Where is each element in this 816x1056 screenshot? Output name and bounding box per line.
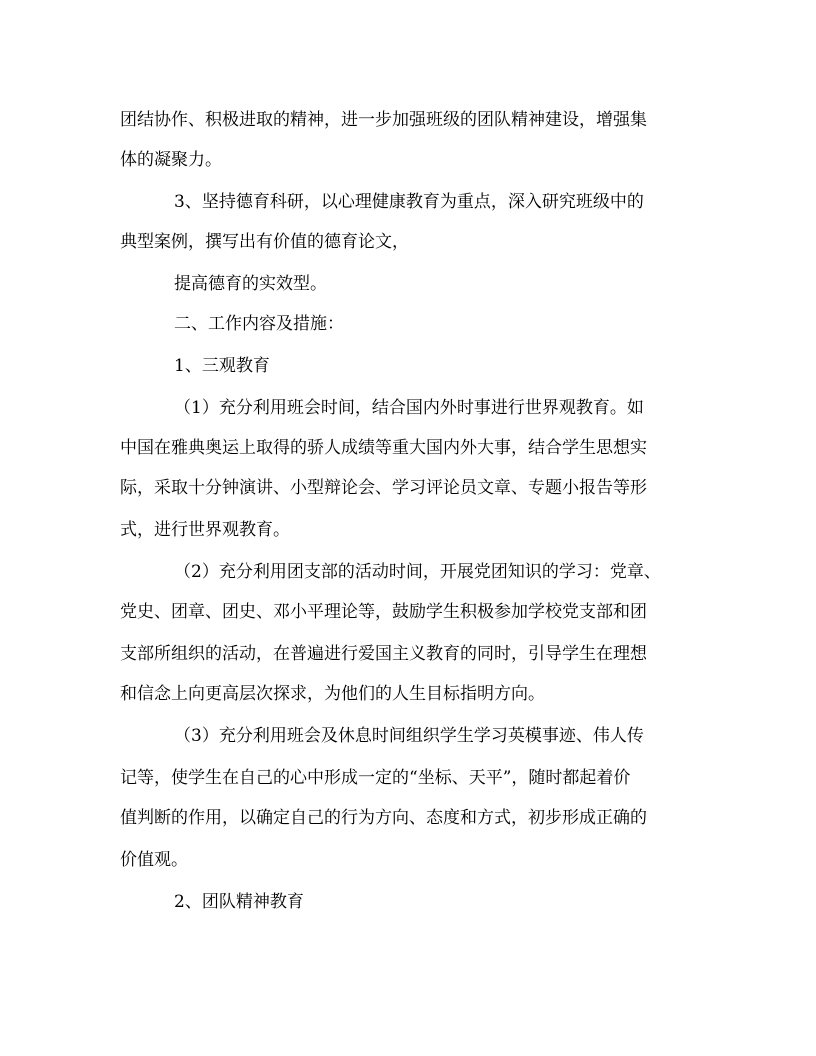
- paragraph-line: 际，采取十分钟演讲、小型辩论会、学习评论员文章、专题小报告等形: [120, 478, 647, 498]
- paragraph-line: 值判断的作用，以确定自己的行为方向、态度和方式，初步形成正确的: [120, 808, 647, 828]
- paragraph-line: 支部所组织的活动，在普遍进行爱国主义教育的同时，引导学生在理想: [120, 644, 647, 664]
- paragraph-line: 中国在雅典奥运上取得的骄人成绩等重大国内外大事，结合学生思想实: [120, 438, 647, 458]
- paragraph-line: 体的凝聚力。: [120, 150, 222, 170]
- subsection-heading: 2、团队精神教育: [174, 892, 304, 912]
- paragraph-line: 团结协作、积极进取的精神，进一步加强班级的团队精神建设，增强集: [120, 110, 647, 130]
- paragraph-line: 价值观。: [120, 850, 188, 870]
- paragraph-line: （2）充分利用团支部的活动时间，开展党团知识的学习：党章、: [174, 562, 661, 582]
- paragraph-line: 3、坚持德育科研，以心理健康教育为重点，深入研究班级中的: [174, 192, 644, 212]
- section-heading: 二、工作内容及措施：: [174, 314, 344, 334]
- subsection-heading: 1、三观教育: [174, 356, 270, 376]
- paragraph-line: （1）充分利用班会时间，结合国内外时事进行世界观教育。如: [174, 398, 644, 418]
- paragraph-line: 记等，使学生在自己的心中形成一定的“坐标、天平”，随时都起着价: [120, 768, 631, 788]
- paragraph-line: 和信念上向更高层次探求，为他们的人生目标指明方向。: [120, 684, 545, 704]
- paragraph-line: 党史、团章、团史、邓小平理论等，鼓励学生积极参加学校党支部和团: [120, 602, 647, 622]
- paragraph-line: 式，进行世界观教育。: [120, 520, 290, 540]
- paragraph-line: 提高德育的实效型。: [174, 274, 327, 294]
- paragraph-line: 典型案例，撰写出有价值的德育论文，: [120, 232, 409, 252]
- paragraph-line: （3）充分利用班会及休息时间组织学生学习英模事迹、伟人传: [174, 726, 644, 746]
